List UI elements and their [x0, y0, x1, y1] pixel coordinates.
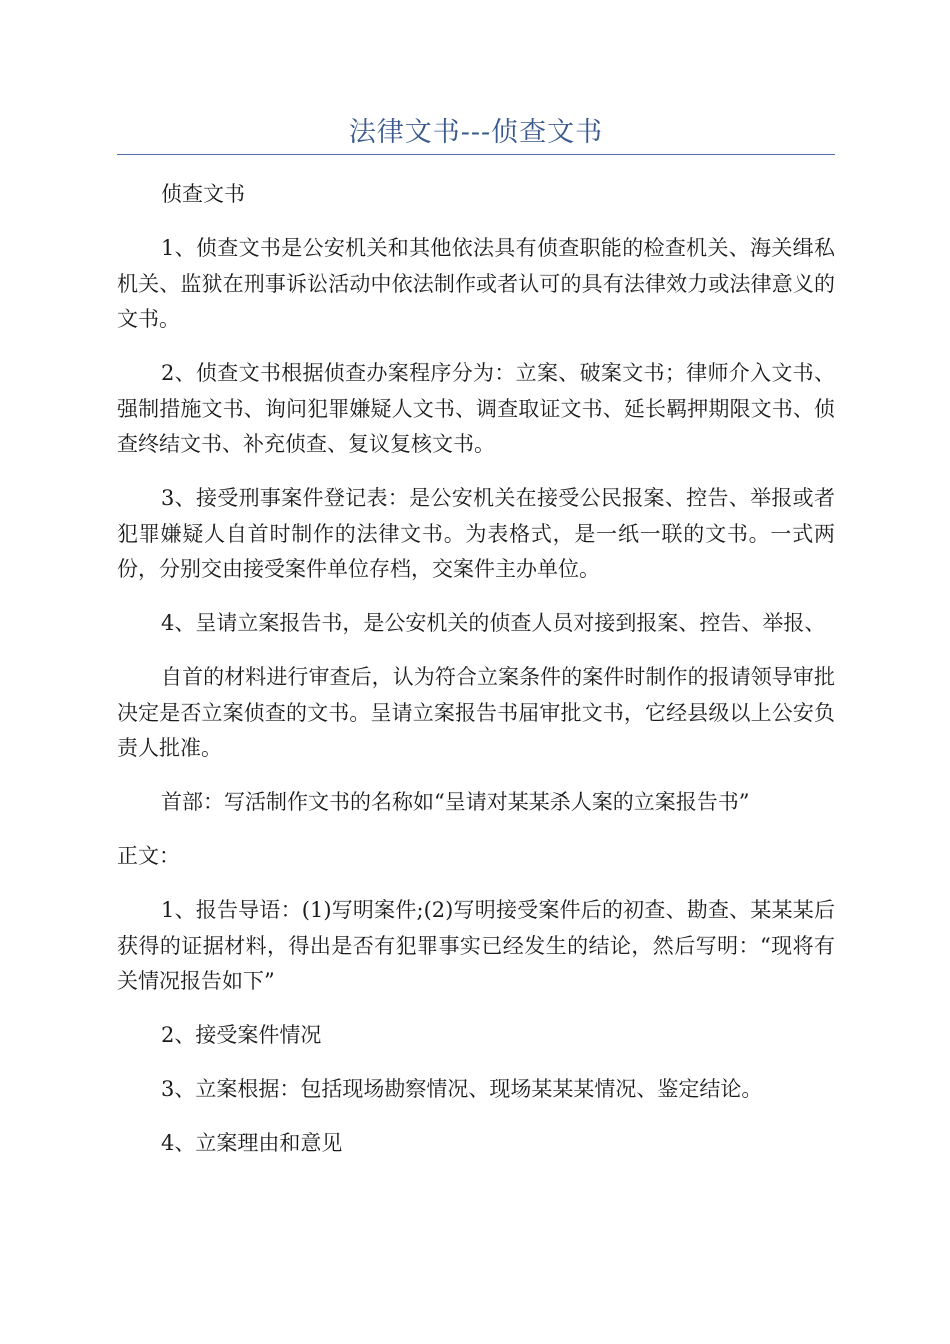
paragraph-heading: 侦查文书	[161, 182, 245, 206]
paragraph-3: 3、接受刑事案件登记表：是公安机关在接受公民报案、控告、举报或者犯罪嫌疑人自首时制作的法律文书。为表格式，是一纸一联的文书。一式两份，分别交由接受案件单位存档，交案件主办单位。	[117, 486, 835, 581]
document-body	[117, 177, 835, 1180]
paragraph-2: 2、侦查文书根据侦查办案程序分为：立案、破案文书；律师介入文书、强制措施文书、询问犯罪嫌疑人文书、调查取证文书、延长羁押期限文书、侦查终结文书、补充侦查、复议复核文书。	[117, 361, 835, 456]
paragraph-body-label: 正文：	[117, 844, 180, 868]
paragraph-4-continued: 自首的材料进行审查后，认为符合立案条件的案件时制作的报请领导审批决定是否立案侦查的文书。呈请立案报告书届审批文书，它经县级以上公安负责人批准。	[117, 665, 835, 760]
paragraph-body-4: 4、立案理由和意见	[161, 1131, 343, 1155]
title-underline	[117, 154, 835, 155]
paragraph-1: 1、侦查文书是公安机关和其他依法具有侦查职能的检查机关、海关缉私机关、监狱在刑事诉讼活动中依法制作或者认可的具有法律效力或法律意义的文书。	[117, 236, 835, 331]
paragraph-header-section: 首部：写活制作文书的名称如“呈请对某某杀人案的立案报告书”	[161, 790, 750, 814]
paragraph-body-2: 2、接受案件情况	[161, 1023, 322, 1047]
paragraph-4: 4、呈请立案报告书，是公安机关的侦查人员对接到报案、控告、举报、	[161, 611, 826, 635]
paragraph-body-1: 1、报告导语：(1)写明案件;(2)写明接受案件后的初查、勘查、某某某后获得的证据材料，得出是否有犯罪事实已经发生的结论，然后写明：“现将有关情况报告如下”	[117, 898, 835, 993]
document-title: 法律文书---侦查文书	[348, 117, 604, 148]
paragraph-body-3: 3、立案根据：包括现场勘察情况、现场某某某情况、鉴定结论。	[161, 1077, 763, 1101]
